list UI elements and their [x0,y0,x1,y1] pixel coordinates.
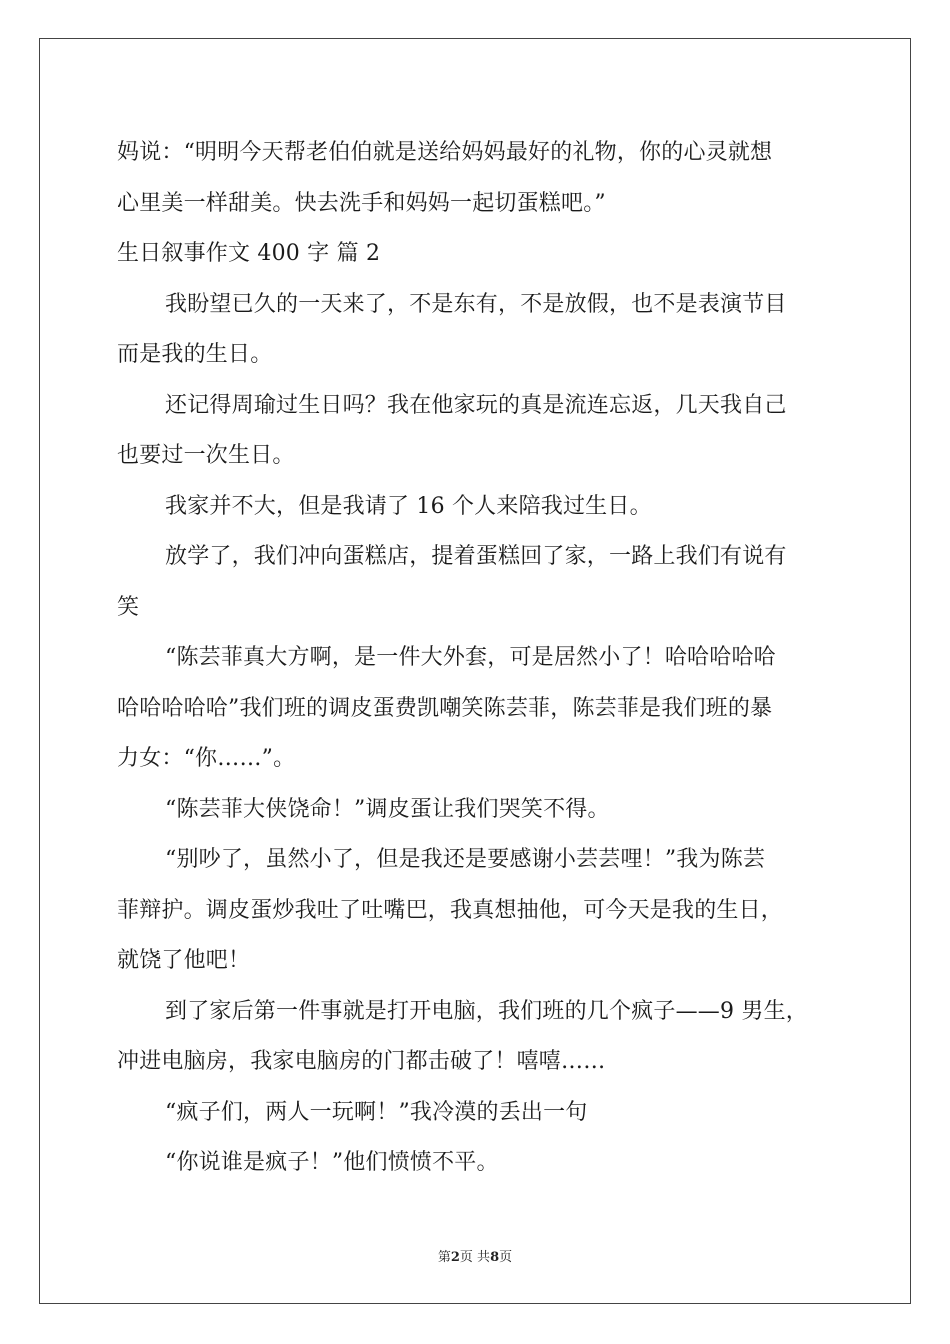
text-line: 我家并不大，但是我请了 16 个人来陪我过生日。 [165,493,652,519]
text-line: “别吵了，虽然小了，但是我还是要感谢小芸芸哩！”我为陈芸 [165,847,766,872]
text-line: 放学了，我们冲向蛋糕店，提着蛋糕回了家，一路上我们有说有 [165,544,787,569]
page-footer [0,1246,950,1265]
text-line: 而是我的生日。 [117,342,273,367]
text-line: 力女：“你……”。 [117,746,296,771]
text-line: “陈芸菲大侠饶命！”调皮蛋让我们哭笑不得。 [165,796,610,822]
text-line: 到了家后第一件事就是打开电脑，我们班的几个疯子——9 男生， [165,998,808,1024]
footer-suffix: 页 [499,1250,513,1265]
text-line: “你说谁是疯子！”他们愤愤不平。 [165,1150,499,1175]
current-page-number: 2 [450,1250,460,1265]
text-line: 菲辩护。调皮蛋炒我吐了吐嘴巴，我真想抽他，可今天是我的生日， [117,897,784,923]
text-line: 心里美一样甜美。快去洗手和妈妈一起切蛋糕吧。” [117,190,606,216]
document-body [117,128,837,1189]
total-page-number: 8 [490,1250,500,1265]
text-line: 妈说：“明明今天帮老伯伯就是送给妈妈最好的礼物，你的心灵就想 [117,140,773,165]
text-line: 笑 [117,594,140,620]
section-heading: 生日叙事作文 400 字 篇 2 [117,241,381,266]
footer-prefix: 第 [437,1250,451,1265]
text-line: 哈哈哈哈哈”我们班的调皮蛋费凯嘲笑陈芸菲，陈芸菲是我们班的暴 [117,695,773,721]
text-line: 也要过一次生日。 [117,443,295,468]
footer-middle: 页 共 [459,1250,491,1265]
text-line: 我盼望已久的一天来了，不是东有，不是放假，也不是表演节目 [165,291,787,317]
text-line: “陈芸菲真大方啊，是一件大外套，可是居然小了！哈哈哈哈哈 [165,645,776,670]
text-line: 冲进电脑房，我家电脑房的门都击破了！嘻嘻…… [117,1049,606,1074]
text-line: “疯子们，两人一玩啊！”我冷漠的丢出一句 [165,1099,588,1125]
text-line: 还记得周瑜过生日吗？我在他家玩的真是流连忘返，几天我自己 [165,392,787,418]
text-line: 就饶了他吧！ [117,948,251,973]
